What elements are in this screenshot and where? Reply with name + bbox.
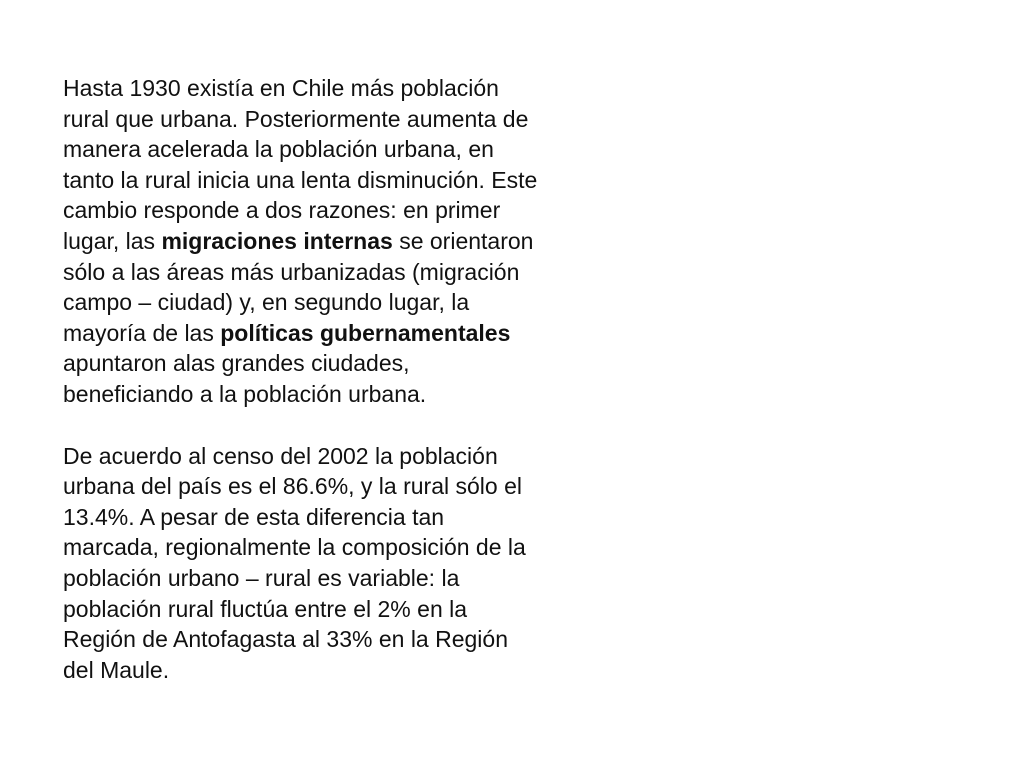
text-line: 13.4%. A pesar de esta diferencia tan xyxy=(63,503,445,530)
paragraph-urbanization-history xyxy=(63,73,603,410)
text-line: campo – ciudad) y, en segundo lugar, la xyxy=(63,289,470,316)
text-line: apuntaron alas grandes ciudades, xyxy=(63,350,410,377)
text-line xyxy=(63,318,603,349)
text-line: cambio responde a dos razones: en primer xyxy=(63,197,501,224)
text-line: urbana del país es el 86.6%, y la rural sólo el xyxy=(63,473,522,500)
text-line: Región de Antofagasta al 33% en la Región xyxy=(63,626,508,653)
text-line: manera acelerada la población urbana, en xyxy=(63,136,494,163)
text-line: tanto la rural inicia una lenta disminución. Este xyxy=(63,166,538,193)
text-segment: se orientaron xyxy=(392,227,534,254)
slide-text xyxy=(63,73,603,685)
text-line: rural que urbana. Posteriormente aumenta de xyxy=(63,105,529,132)
text-segment: mayoría de las xyxy=(63,319,221,346)
text-line: sólo a las áreas más urbanizadas (migración xyxy=(63,258,520,285)
text-line xyxy=(63,226,603,257)
text-line: De acuerdo al censo del 2002 la población xyxy=(63,442,498,469)
bold-term-migraciones-internas: migraciones internas xyxy=(161,227,393,254)
text-line: del Maule. xyxy=(63,656,170,683)
text-segment: lugar, las xyxy=(63,227,162,254)
paragraph-census-2002 xyxy=(63,441,603,686)
text-line: población rural fluctúa entre el 2% en la xyxy=(63,595,468,622)
text-line: Hasta 1930 existía en Chile más población xyxy=(63,75,499,101)
text-line: población urbano – rural es variable: la xyxy=(63,564,460,591)
text-line: marcada, regionalmente la composición de la xyxy=(63,534,526,561)
bold-term-politicas-gubernamentales: políticas gubernamentales xyxy=(220,319,511,346)
text-line: beneficiando a la población urbana. xyxy=(63,380,427,407)
